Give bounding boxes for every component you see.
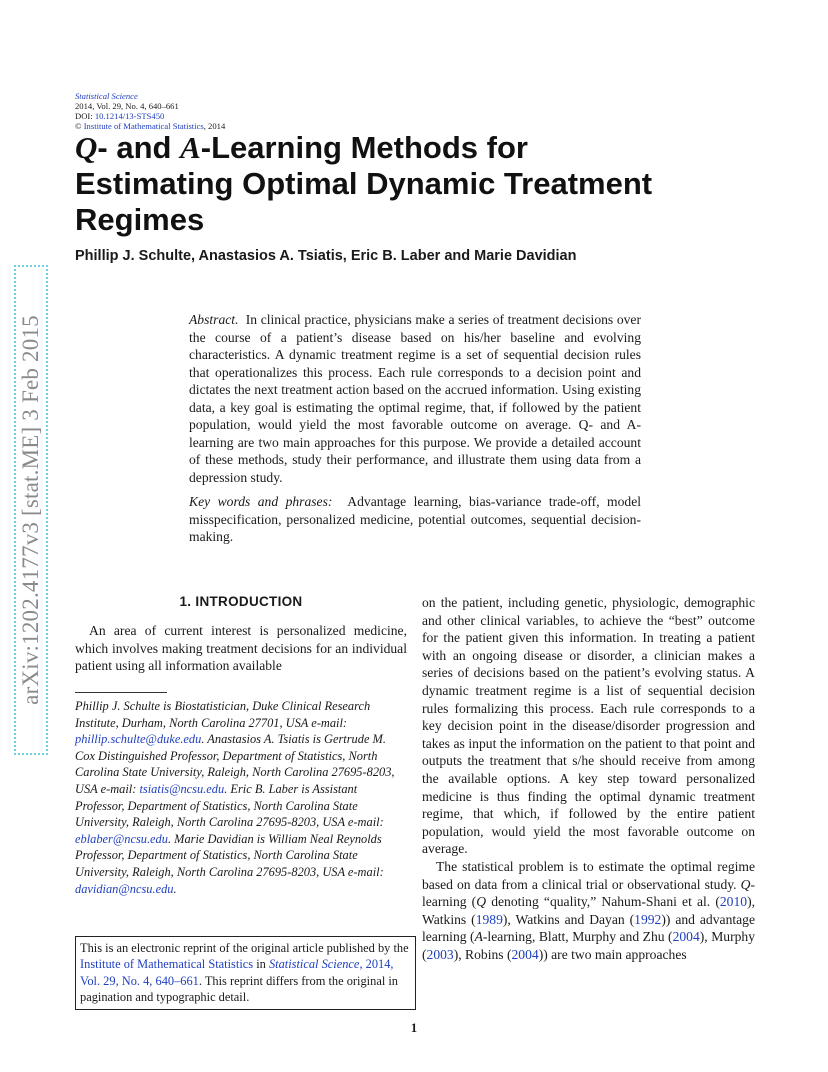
keywords-text: Advantage learning, bias-variance trade-off, model misspecification, personalized medicine, potential outcomes, sequential decision-making. <box>189 494 642 544</box>
p2-text: ), Watkins ( <box>422 894 755 927</box>
p2-text: ), Robins ( <box>453 946 512 962</box>
footnote-text: Phillip J. Schulte is Biostatistician, Duke Clinical Research Institute, Durham, North Carolina 27701, USA e-mail: <box>75 699 371 730</box>
p2-text: -learning ( <box>422 876 755 910</box>
doi-link[interactable]: 10.1214/13-STS450 <box>94 111 165 121</box>
intro-right-column <box>422 594 755 963</box>
abstract-block <box>189 311 641 546</box>
arxiv-identifier: arXiv:1202.4177v3 [stat.ME] 3 Feb 2015 <box>18 315 43 705</box>
citation-link[interactable]: 2004 <box>672 929 700 945</box>
author-footnote <box>75 698 407 897</box>
p2-text: denoting “quality,” Nahum-Shani et al. ( <box>486 894 720 910</box>
q-symbol: Q <box>740 876 751 892</box>
citation-details: , 2014, Vol. 29, No. 4, 640–661 <box>80 957 394 988</box>
p2-text: -learning, Blatt, Murphy and Zhu ( <box>482 929 673 945</box>
citation-link[interactable]: 1989 <box>475 911 503 927</box>
page-number: 1 <box>410 1021 418 1035</box>
footnote-text: . Marie Davidian is William Neal Reynolds Professor, Department of Statistics, North Carolina State University, Raleigh, North Carolina 27695-8203, USA e-mail: <box>75 831 384 879</box>
right-paragraph-1: on the patient, including genetic, physiologic, demographic and other clinical variables, to achieve the “best” outcome for the patient given this information. In treating a patient with an ongoing disease or disorder, a clinician makes a series of decisions based on the patient’s evolving status. A dynamic treatment regime is a list of sequential decision rules formalizing this process. Each rule corresponds to a key decision point in the disease/disorder progression and takes as input the information on the patient to that point and outputs the treatment that s/he should receive from among the available options. A key step toward personalized medicine is thus finding the optimal dynamic treatment regime, that which, if followed by the entire patient population, would yield the most favorable outcome on average. <box>422 595 755 857</box>
intro-paragraph: An area of current interest is personalized medicine, which involves making treatment decisions for an individual patient using all information available <box>75 623 407 674</box>
email-tsiatis-link[interactable]: tsiatis@ncsu.edu <box>139 781 225 796</box>
title-q: Q <box>75 130 98 165</box>
abstract-paragraph <box>189 311 641 486</box>
keywords-paragraph <box>189 493 641 546</box>
author-list: Phillip J. Schulte, Anastasios A. Tsiatis, Eric B. Laber and Marie Davidian <box>75 248 577 264</box>
citation-link[interactable]: 1992 <box>634 911 662 927</box>
paper-title <box>75 130 675 238</box>
citation-link[interactable]: 2010 <box>719 894 748 910</box>
footnote-text: . Eric B. Laber is Assistant Professor, Department of Statistics, North Carolina State University, Raleigh, North Carolina 27695-8203, USA e-mail: <box>75 781 384 830</box>
email-schulte-link[interactable]: phillip.schulte@duke.edu <box>75 732 202 747</box>
reprint-notice <box>75 936 416 1010</box>
abstract-label: Abstract. <box>189 312 239 327</box>
title-part1: - and <box>97 130 181 165</box>
p2-text: ), Murphy ( <box>422 929 755 962</box>
copyright-year: , 2014 <box>203 121 226 131</box>
footnote-divider <box>75 692 167 693</box>
arxiv-sidebar <box>14 265 48 755</box>
q-symbol: Q <box>476 894 487 910</box>
email-laber-link[interactable]: eblaber@ncsu.edu <box>75 831 168 846</box>
email-davidian-link[interactable]: davidian@ncsu.edu <box>75 881 174 896</box>
footnote-text: . Anastasios A. Tsiatis is Gertrude M. Cox Distinguished Professor, Department of Statistics, North Carolina State University, Raleigh, North Carolina 27695-8203, USA e-mail: <box>75 732 395 796</box>
intro-left-column <box>75 622 407 675</box>
doi-line <box>75 111 225 121</box>
reprint-text: in <box>253 957 269 972</box>
p2-text: The statistical problem is to estimate the optimal regime based on data from a clinical trial or observational study. <box>422 858 755 892</box>
ims-link[interactable]: Institute of Mathematical Statistics <box>83 121 204 131</box>
journal-name-link[interactable]: Statistical Science <box>75 91 138 101</box>
abstract-text: In clinical practice, physicians make a series of treatment decisions over the course of a patient’s disease based on his/her baseline and evolving characteristics. A dynamic treatment regime is a set of sequential decision rules that operationalizes this process. Each rule corresponds to a decision point and dictates the next treatment action based on the accrued information. Using existing data, a key goal is estimating the optimal regime, that, if followed by the patient population, would yield the most favorable outcome on average. Q- and A-learning are two main approaches for this purpose. We provide a detailed account of these methods, study their performance, and illustrate them using data from a depression study. <box>189 312 641 485</box>
citation-journal: Statistical Science <box>268 957 360 972</box>
title-part2: -Learning Methods for Estimating Optimal Dynamic Treatment Regimes <box>75 130 653 237</box>
keywords-label: Key words and phrases: <box>189 494 333 509</box>
p2-text: )) are two main approaches <box>538 946 687 962</box>
reprint-text: This is an electronic reprint of the original article published by the <box>80 941 409 955</box>
footnote-text: . <box>173 881 177 896</box>
section-heading: 1. INTRODUCTION <box>179 594 303 609</box>
citation-link[interactable]: 2003 <box>426 946 454 962</box>
journal-header <box>75 91 225 131</box>
title-a: A <box>180 130 201 165</box>
volume-line: 2014, Vol. 29, No. 4, 640–661 <box>75 101 179 111</box>
reprint-text: . This reprint differs from the original in pagination and typographic detail. <box>80 973 399 1005</box>
p2-text: )) and advantage learning ( <box>422 911 756 945</box>
citation-link[interactable]: 2004 <box>511 946 539 962</box>
copyright-symbol: © <box>75 121 82 131</box>
ims-reprint-link[interactable]: Institute of Mathematical Statistics <box>80 957 254 972</box>
a-symbol: A <box>474 929 483 945</box>
right-paragraph-2 <box>422 858 755 964</box>
doi-prefix: DOI: <box>75 111 95 121</box>
p2-text: ), Watkins and Dayan ( <box>502 911 635 927</box>
